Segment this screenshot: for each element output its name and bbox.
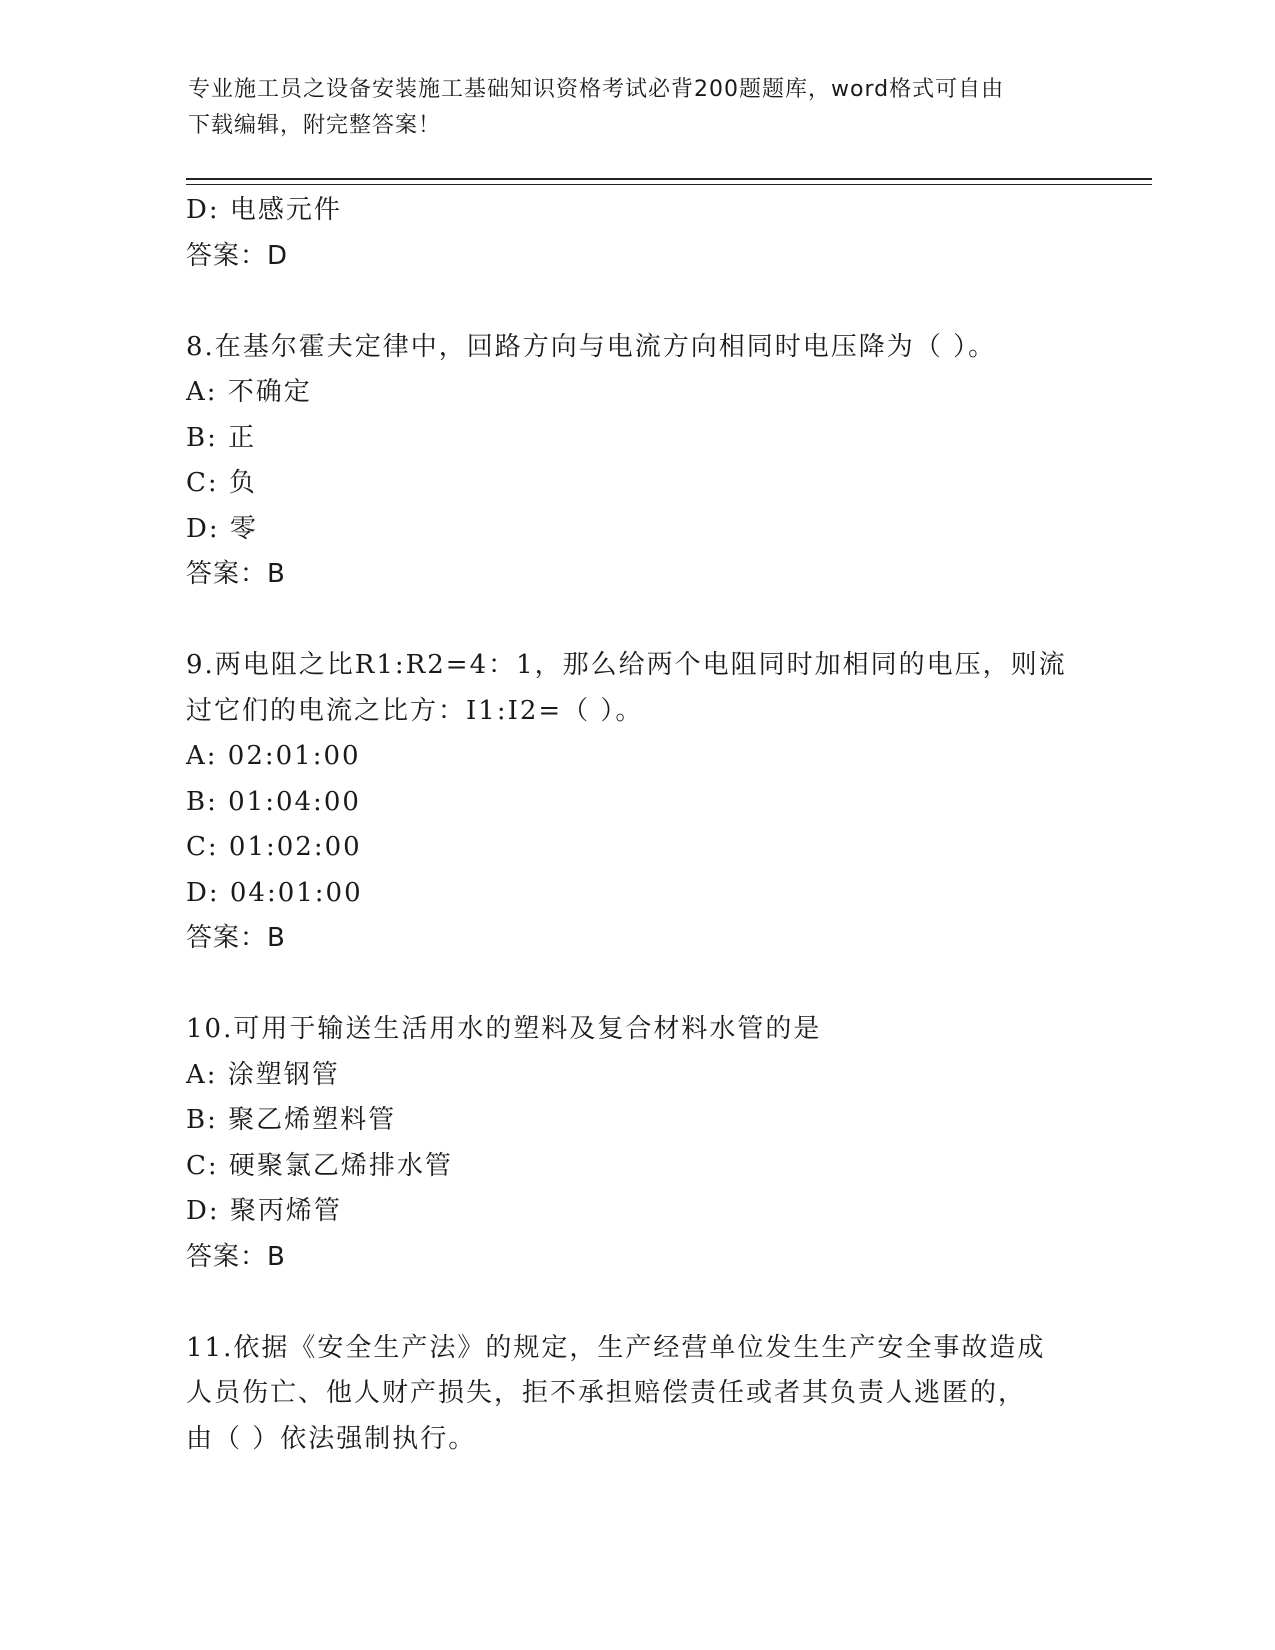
header-line-2: 下载编辑，附完整答案！	[188, 113, 442, 138]
spacer	[186, 598, 1086, 644]
option-c: C: 01:02:00	[186, 832, 362, 862]
option-c: C: 硬聚氯乙烯排水管	[186, 1150, 453, 1181]
option-d: D: 电感元件	[186, 195, 342, 225]
spacer	[186, 1280, 1086, 1326]
option-d: D: 零	[186, 513, 258, 544]
spacer	[186, 279, 1086, 325]
option-c: C: 负	[186, 468, 257, 498]
question-stem-continued: 由（ ）依法强制执行。	[186, 1423, 477, 1454]
question-stem: 10.可用于输送生活用水的塑料及复合材料水管的是	[186, 1014, 822, 1044]
document-body	[186, 188, 1086, 1462]
option-b: B: 正	[186, 422, 257, 453]
question-stem: 11.依据《安全生产法》的规定，生产经营单位发生生产安全事故造成	[186, 1332, 1046, 1363]
question-stem: 9.两电阻之比R1:R2=4：1，那么给两个电阻同时加相同的电压，则流	[186, 650, 1067, 680]
option-a: A: 不确定	[186, 377, 312, 407]
option-d: D: 聚丙烯管	[186, 1196, 342, 1226]
answer: 答案：D	[186, 240, 289, 271]
header-divider	[186, 178, 1152, 185]
option-d: D: 04:01:00	[186, 877, 363, 908]
question-stem: 8.在基尔霍夫定律中，回路方向与电流方向相同时电压降为（ ）。	[186, 331, 997, 362]
answer: 答案：B	[186, 923, 286, 953]
spacer	[186, 962, 1086, 1008]
question-10	[186, 1007, 1086, 1280]
question-stem-continued: 人员伤亡、他人财产损失，拒不承担赔偿责任或者其负责人逃匿的，	[186, 1378, 1027, 1408]
option-b: B: 聚乙烯塑料管	[186, 1105, 397, 1135]
answer: 答案：B	[186, 559, 286, 589]
answer: 答案：B	[186, 1241, 286, 1272]
question-8	[186, 325, 1086, 598]
question-11	[186, 1326, 1086, 1463]
question-9	[186, 643, 1086, 962]
question-stem-continued: 过它们的电流之比方：I1:I2=（ ）。	[186, 695, 644, 726]
page-header	[188, 72, 1068, 144]
option-a: A: 涂塑钢管	[186, 1059, 340, 1090]
header-line-1: 专业施工员之设备安装施工基础知识资格考试必背200题题库，word格式可自由	[188, 77, 1005, 102]
option-a: A: 02:01:00	[186, 741, 361, 771]
option-b: B: 01:04:00	[186, 786, 361, 817]
